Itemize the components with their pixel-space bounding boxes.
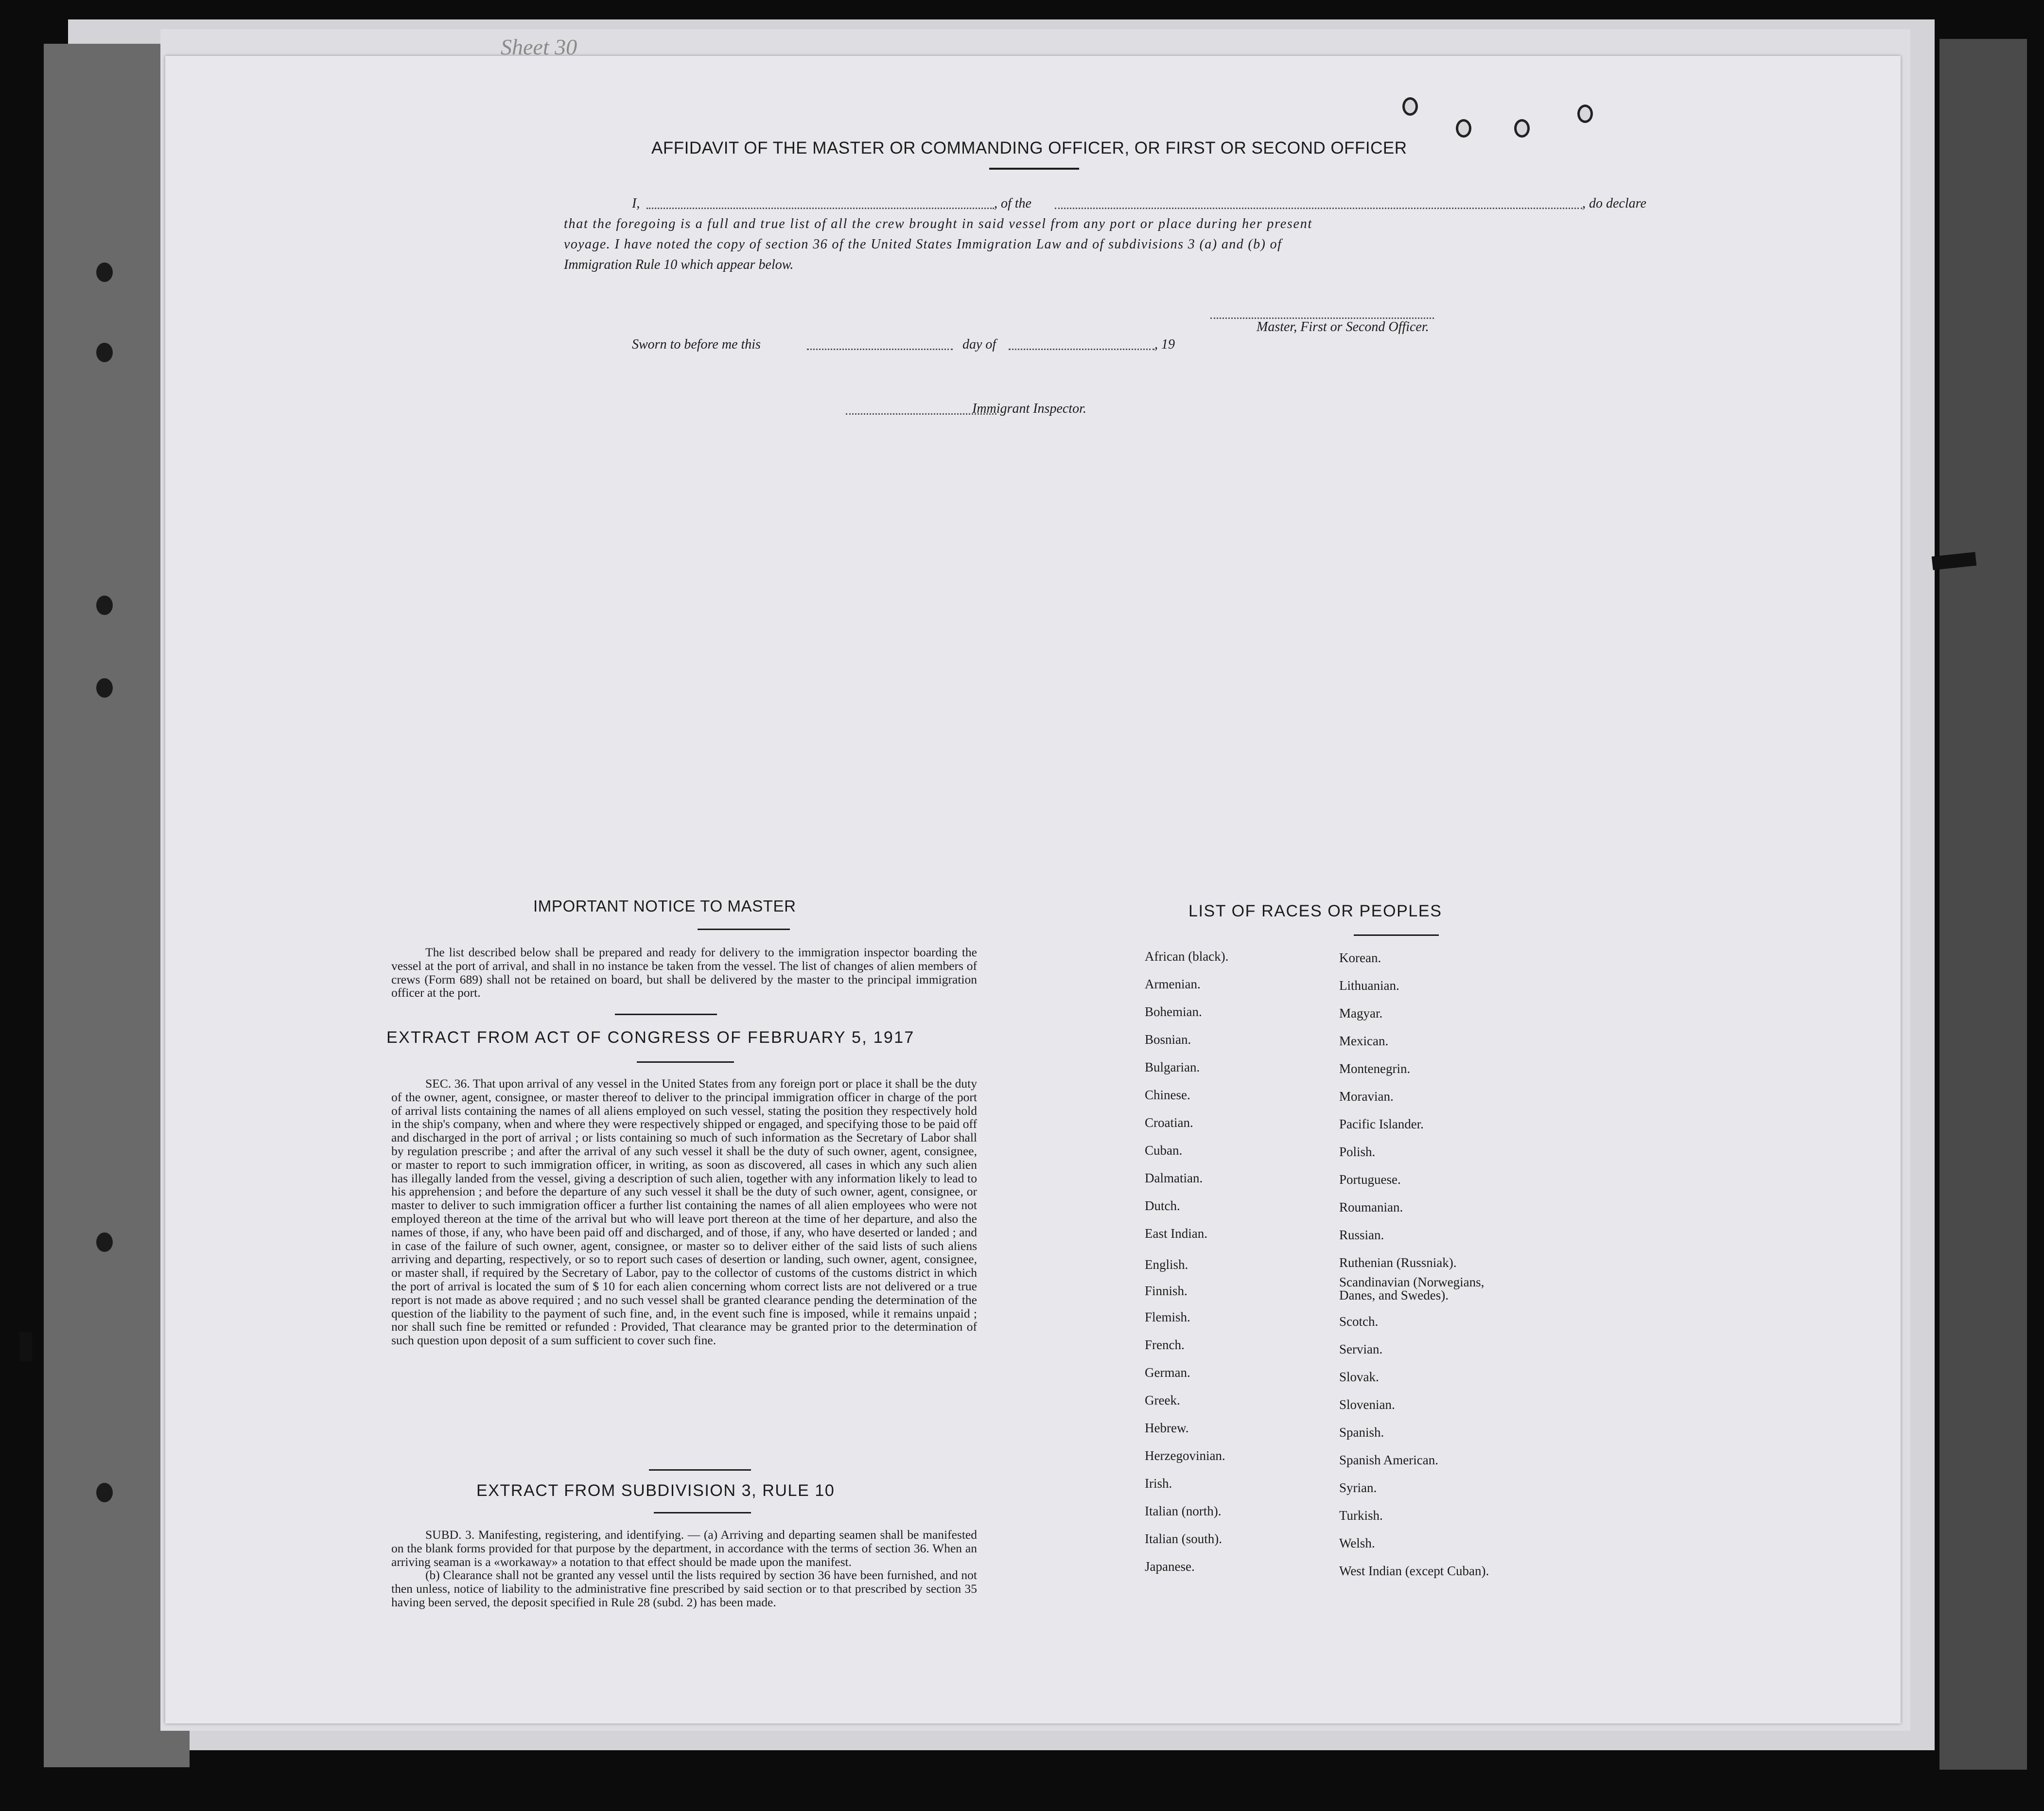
notice-paragraph: The list described below shall be prepared and ready for delivery to the immigration inspector boarding the vessel at the port of arrival, and shall in no instance be taken from the vessel. The list of changes of alien members of crews (Form 689) shall not be retained on board, but shall be delivered by the master to the principal immigration officer at the port. <box>391 945 977 1000</box>
race-item: German. <box>1145 1365 1190 1380</box>
binder-hole <box>96 596 113 615</box>
race-item: Italian (north). <box>1145 1504 1222 1518</box>
race-item: Scandinavian (Norwegians, <box>1339 1275 1485 1289</box>
race-item: Welsh. <box>1339 1536 1375 1550</box>
binder-hole <box>1577 105 1593 123</box>
race-item: Chinese. <box>1145 1088 1190 1102</box>
rule-10-text <box>391 1528 977 1609</box>
race-item: East Indian. <box>1145 1226 1207 1241</box>
race-item: English. <box>1145 1257 1188 1272</box>
name-blank-line <box>646 208 994 209</box>
race-item: Dalmatian. <box>1145 1171 1203 1185</box>
extract-rule-title: EXTRACT FROM SUBDIVISION 3, RULE 10 <box>476 1481 835 1500</box>
race-item: French. <box>1145 1337 1185 1352</box>
race-item: Bohemian. <box>1145 1004 1202 1019</box>
day-blank-line <box>807 349 953 350</box>
race-item: Finnish. <box>1145 1284 1188 1298</box>
extract-act-title: EXTRACT FROM ACT OF CONGRESS OF FEBRUARY 5, 1917 <box>386 1028 915 1047</box>
binder-hole <box>96 343 113 362</box>
race-item: Lithuanian. <box>1339 978 1399 993</box>
binder-hole <box>1402 97 1418 116</box>
binder-hole <box>1514 119 1530 138</box>
race-item: West Indian (except Cuban). <box>1339 1564 1489 1578</box>
year-prefix: , 19 <box>1154 337 1175 352</box>
race-item: Cuban. <box>1145 1143 1183 1158</box>
race-item: Scotch. <box>1339 1314 1379 1329</box>
affidavit-line2: that the foregoing is a full and true list of all the crew brought in said vessel from any port or place during her present <box>564 216 1312 231</box>
race-item: Russian. <box>1339 1228 1384 1242</box>
race-item: Flemish. <box>1145 1310 1190 1324</box>
binder-hole <box>96 678 113 698</box>
inspector-label: Immigrant Inspector. <box>972 401 1086 416</box>
divider <box>615 1014 717 1015</box>
day-of: day of <box>962 337 996 352</box>
notice-title: IMPORTANT NOTICE TO MASTER <box>533 897 796 915</box>
race-item: Slovenian. <box>1339 1397 1395 1412</box>
divider <box>989 168 1079 170</box>
section-36-paragraph: SEC. 36. That upon arrival of any vessel in the United States from any foreign port or place it shall be the duty of the owner, agent, consignee, or master thereof to deliver to the principal immigration officer in charge of the port of arrival lists containing the names of all aliens employed on such vessel, stating the position they respectively hold in the ship's company, when and where they were respectively shipped or engaged, and specifying those to be paid off and discharged in the port of arrival ; or lists containing so much of such information as the Secretary of Labor shall by regulation prescribe ; and after the arrival of any such vessel it shall be the duty of such owner, agent, consignee, or master to report to such immigration officer, in writing, as soon as discovered, all cases in which any such alien has illegally landed from the vessel, giving a description of such alien, together with any information likely to lead to his apprehension ; and before the departure of any such vessel it shall be the duty of such owner, agent, consignee, or master to deliver to such immigration officer a further list containing the names of all alien employees who were not employed thereon at the time of the arrival but who will leave port thereon at the time of her departure, and also the names of those, if any, who have been paid off and discharged, and of those, if any, who have deserted or landed ; and in case of the failure of such owner, agent, consignee, or master so to deliver either of the said lists of such aliens arriving and departing, respectively, or so to report such cases of desertion or landing, such owner, agent, consignee, or master shall, if required by the Secretary of Labor, pay to the collector of customs of the customs district in which the port of arrival is located the sum of $ 10 for each alien concerning whom correct lists are not delivered or a true report is not made as above required ; and no such vessel shall be granted clearance pending the determination of the question of the liability to the payment of such fine, and, in the event such fine is imposed, while it remains unpaid ; nor shall such fine be remitted or refunded : Provided, That clearance may be granted prior to the determination of such question upon deposit of a sum sufficient to cover such fine. <box>391 1076 977 1348</box>
race-item: Pacific Islander. <box>1339 1117 1424 1131</box>
affidavit-line3: voyage. I have noted the copy of section 36 of the United States Immigration Law and of subdivisions 3 (a) and (b) of <box>564 237 1282 252</box>
notice-text <box>391 946 977 1000</box>
master-signature-line <box>1210 317 1434 319</box>
binder-hole <box>96 1232 113 1252</box>
master-signature-label: Master, First or Second Officer. <box>1257 319 1429 334</box>
affidavit-line4: Immigration Rule 10 which appear below. <box>564 257 794 272</box>
affidavit-title: AFFIDAVIT OF THE MASTER OR COMMANDING OFFICER, OR FIRST OR SECOND OFFICER <box>651 139 1407 158</box>
race-item: Spanish American. <box>1339 1453 1438 1467</box>
race-item: Moravian. <box>1339 1089 1394 1104</box>
race-item: Croatian. <box>1145 1115 1193 1130</box>
divider <box>1354 934 1439 936</box>
race-item: Armenian. <box>1145 977 1201 991</box>
race-item: Montenegrin. <box>1339 1061 1411 1076</box>
rule-10-paragraph-a: SUBD. 3. Manifesting, registering, and identifying. — (a) Arriving and departing seamen shall be manifested on the blank forms provided for that purpose by the department, in accordance with the terms of section 36. When an arriving seaman is a «workaway» a notation to that effect should be made upon the manifest. <box>391 1528 977 1569</box>
rule-10-paragraph-b: (b) Clearance shall not be granted any vessel until the lists required by section 36 have been furnished, and not then unless, notice of liability to the administrative fine prescribed by said section or to that prescribed by section 35 having been served, the deposit specified in Rule 28 (subd. 2) has been made. <box>391 1568 977 1609</box>
race-item: Greek. <box>1145 1393 1180 1407</box>
race-item: African (black). <box>1145 949 1229 964</box>
race-item: Herzegovinian. <box>1145 1448 1225 1463</box>
handwritten-note: Sheet 30 <box>501 35 577 59</box>
race-item: Slovak. <box>1339 1370 1379 1384</box>
affidavit-of-the: , of the <box>994 196 1031 211</box>
divider <box>698 929 790 930</box>
race-item: Servian. <box>1339 1342 1383 1356</box>
section-36-text <box>391 1077 977 1347</box>
race-item: Korean. <box>1339 950 1381 965</box>
race-item: Japanese. <box>1145 1559 1195 1574</box>
race-item: Spanish. <box>1339 1425 1384 1440</box>
race-item: Mexican. <box>1339 1034 1389 1048</box>
binder-hole <box>1456 119 1471 138</box>
race-item: Italian (south). <box>1145 1531 1222 1546</box>
race-item: Ruthenian (Russniak). <box>1339 1255 1457 1270</box>
divider <box>637 1061 734 1063</box>
affidavit-i: I, <box>632 196 640 211</box>
race-item: Polish. <box>1339 1144 1376 1159</box>
race-item: Syrian. <box>1339 1480 1377 1495</box>
race-item: Irish. <box>1145 1476 1172 1491</box>
race-item: Portuguese. <box>1339 1172 1401 1187</box>
divider <box>649 1469 751 1471</box>
races-title: LIST OF RACES OR PEOPLES <box>1188 902 1442 920</box>
month-blank-line <box>1009 349 1154 350</box>
affidavit-declare: , do declare <box>1582 196 1646 211</box>
race-item: Roumanian. <box>1339 1200 1403 1214</box>
vessel-blank-line <box>1055 208 1582 209</box>
race-item: Bosnian. <box>1145 1032 1191 1047</box>
edge-mark <box>19 1332 32 1361</box>
divider <box>654 1512 751 1513</box>
binder-hole <box>96 1483 113 1502</box>
form-page <box>165 35 1901 1723</box>
binder-hole <box>96 263 113 282</box>
race-item: Magyar. <box>1339 1006 1383 1020</box>
binder-edge-right <box>1939 39 2027 1770</box>
race-item: Dutch. <box>1145 1198 1180 1213</box>
sworn-before: Sworn to before me this <box>632 337 761 352</box>
race-item: Danes, and Swedes). <box>1339 1288 1449 1302</box>
race-item: Hebrew. <box>1145 1421 1189 1435</box>
race-item: Bulgarian. <box>1145 1060 1200 1074</box>
race-item: Turkish. <box>1339 1508 1383 1523</box>
